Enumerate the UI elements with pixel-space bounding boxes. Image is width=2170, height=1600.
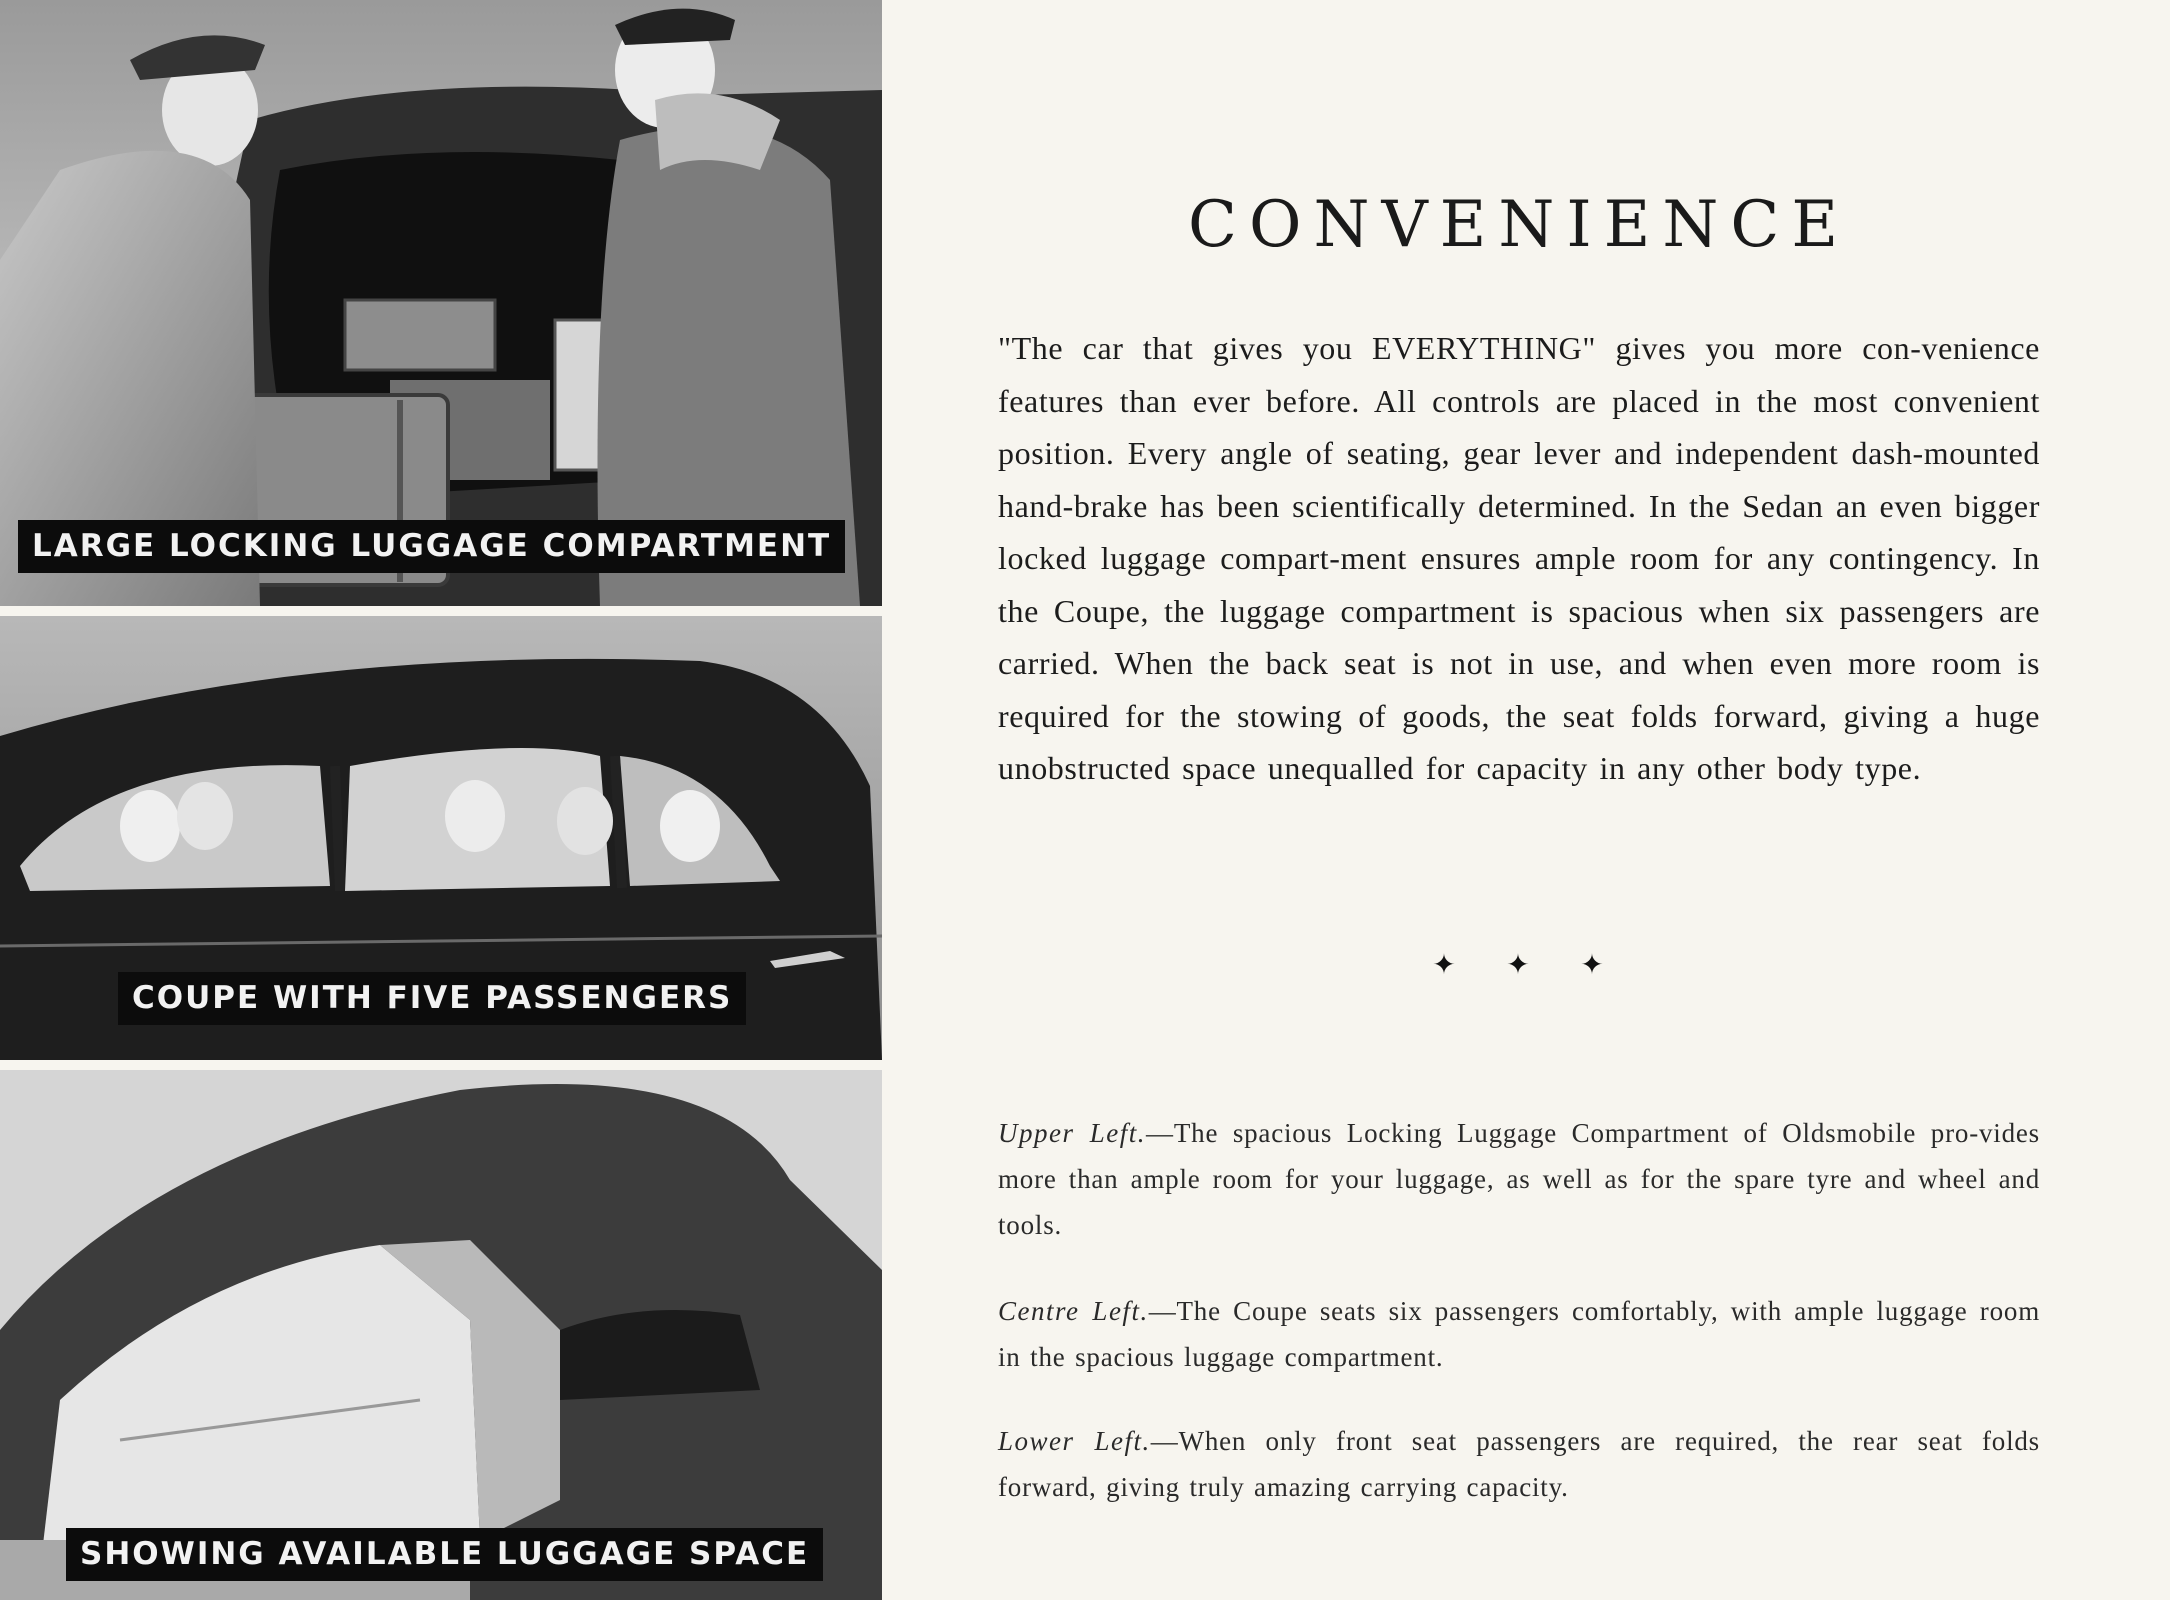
caption-upper: LARGE LOCKING LUGGAGE COMPARTMENT xyxy=(18,520,845,573)
photo-luggage-compartment xyxy=(0,0,882,606)
note-lead: Centre Left. xyxy=(998,1296,1149,1326)
ornament-diamond-icon: ✦ xyxy=(1432,948,1456,981)
note-text: —The spacious Locking Luggage Compartment of Oldsmobile pro-vides more than ample room for your luggage, as well as for the spare tyre and wheel and tools. xyxy=(998,1118,2040,1240)
note-lead: Lower Left. xyxy=(998,1426,1151,1456)
luggage-compartment-illustration xyxy=(0,0,882,606)
note-lead: Upper Left. xyxy=(998,1118,1147,1148)
caption-lower: SHOWING AVAILABLE LUGGAGE SPACE xyxy=(66,1528,823,1581)
ornament-diamond-icon: ✦ xyxy=(1506,948,1530,981)
luggage-space-illustration xyxy=(0,1070,882,1600)
ornament-diamond-icon: ✦ xyxy=(1580,948,1604,981)
note-centre-left xyxy=(998,1288,2040,1380)
page-title: CONVENIENCE xyxy=(1188,188,1851,262)
photo-luggage-space xyxy=(0,1070,882,1600)
note-text: —The Coupe seats six passengers comfortably, with ample luggage room in the spacious luggage compartment. xyxy=(998,1296,2040,1372)
caption-centre: COUPE WITH FIVE PASSENGERS xyxy=(118,972,746,1025)
body-paragraph: "The car that gives you EVERYTHING" gives you more con-venience features than ever before. All controls are placed in the most convenient position. Every angle of seating, gear lever and independent dash-mounted hand-brake has been scientifically determined. In the Sedan an even bigger locked luggage compart-ment ensures ample room for any contingency. In the Coupe, the luggage compartment is spacious when six passengers are carried. When the back seat is not in use, and when even more room is required for the stowing of goods, the seat folds forward, giving a huge unobstructed space unequalled for capacity in any other body type. xyxy=(998,330,2040,786)
note-upper-left xyxy=(998,1110,2040,1248)
note-lower-left xyxy=(998,1418,2040,1510)
note-text: —When only front seat passengers are required, the rear seat folds forward, giving truly amazing carrying capacity. xyxy=(998,1426,2040,1502)
